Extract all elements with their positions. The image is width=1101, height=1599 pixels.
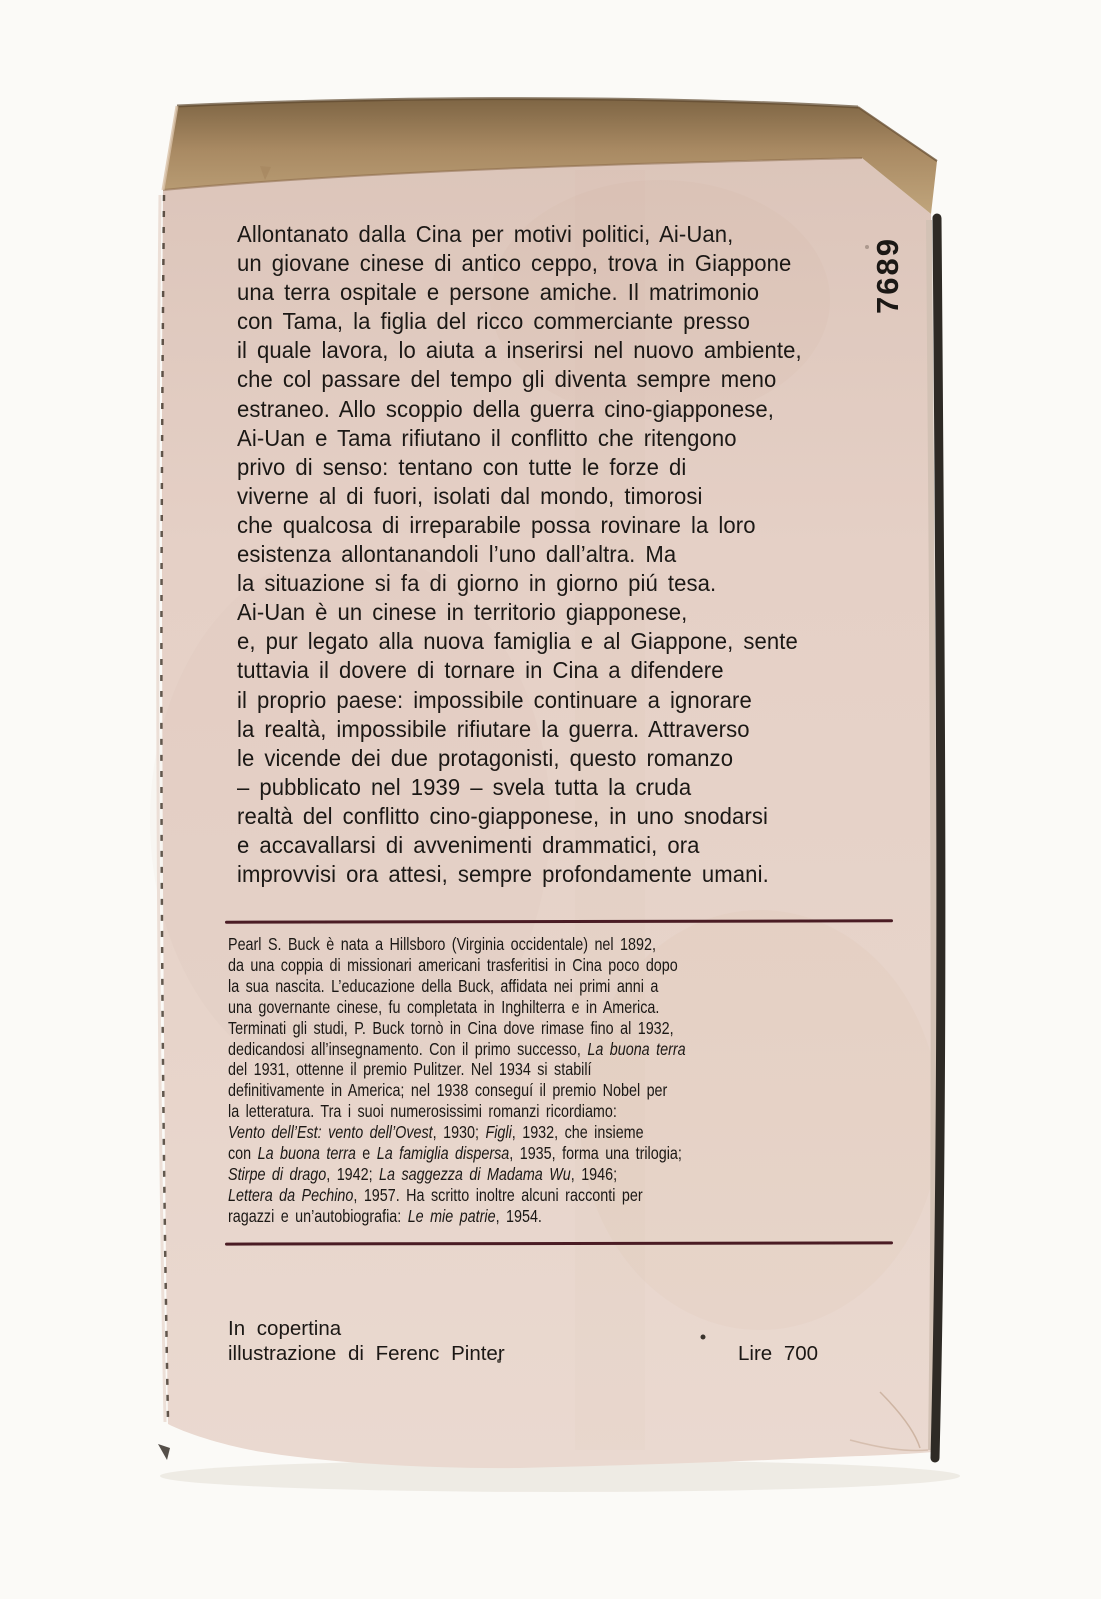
synopsis-line: Allontanato dalla Cina per motivi politici, Ai-Uan, (237, 221, 734, 247)
bio-line (228, 997, 686, 1018)
cover-credit-line1: In copertina (228, 1317, 342, 1340)
bio-text-segment: , 1946; (570, 1163, 618, 1184)
synopsis-line: e accavallarsi di avvenimenti drammatici, ora (237, 831, 700, 858)
book-title-italic: La saggezza di Madama Wu (379, 1163, 571, 1184)
book-title-italic: La buona terra (257, 1143, 356, 1164)
cover-credit (228, 1316, 505, 1366)
bio-text-segment: , 1942; (326, 1163, 380, 1184)
synopsis-line: realtà del conflitto cino-giapponese, in uno snodarsi (237, 802, 769, 829)
book-title-italic: La famiglia dispersa (376, 1143, 510, 1164)
bio-text-segment: Pearl S. Buck è nata a Hillsboro (Virginia occidentale) nel 1892, (228, 934, 656, 954)
cover-credit-line2: illustrazione di Ferenc Pinter (228, 1342, 505, 1365)
bio-text-segment: ragazzi e un’autobiografia: (228, 1205, 408, 1226)
book-title-italic: Vento dell’Est: vento dell’Ovest (228, 1122, 433, 1143)
book-title-italic: Le mie patrie (407, 1205, 496, 1226)
synopsis-line: e, pur legato alla nuova famiglia e al Giappone, sente (237, 628, 798, 655)
bio-text-segment: una governante cinese, fu completata in Inghilterra e in America. (228, 996, 660, 1017)
book-title-italic: Lettera da Pechino (228, 1184, 354, 1205)
bio-line (228, 1206, 686, 1227)
synopsis-text (237, 220, 802, 889)
synopsis-line: viverne al di fuori, isolati dal mondo, timorosi (237, 482, 703, 509)
book-title-italic: La buona terra (587, 1038, 686, 1059)
bio-line (228, 1018, 686, 1039)
bio-line (228, 1059, 686, 1080)
bio-text-segment: definitivamente in America; nel 1938 conseguí il premio Nobel per (228, 1080, 668, 1101)
synopsis-line: estraneo. Allo scoppio della guerra cino-giapponese, (237, 395, 775, 422)
synopsis-line: – pubblicato nel 1939 – svela tutta la cruda (237, 773, 692, 800)
author-bio-text (228, 934, 686, 1227)
synopsis-line: una terra ospitale e persone amiche. Il matrimonio (237, 279, 760, 306)
bio-text-segment: , 1930; (432, 1122, 486, 1143)
bio-line (228, 1185, 686, 1206)
synopsis-line: la situazione si fa di giorno in giorno piú tesa. (237, 570, 717, 597)
bio-line (228, 1039, 686, 1060)
bio-line (228, 1143, 686, 1164)
bio-text-segment: , 1957. Ha scritto inoltre alcuni racconti per (353, 1184, 643, 1205)
book-title-italic: Figli (485, 1122, 512, 1143)
bio-text-segment: Terminati gli studi, P. Buck tornò in Cina dove rimase fino al 1932, (228, 1017, 674, 1038)
synopsis-line: Ai-Uan è un cinese in territorio giapponese, (237, 599, 688, 626)
bio-text-segment: la letteratura. Tra i suoi numerosissimi romanzi ricordiamo: (228, 1101, 617, 1122)
synopsis-line: che qualcosa di irreparabile possa rovinare la loro (237, 511, 756, 538)
bio-line (228, 1122, 686, 1143)
bio-text-segment: , 1935, forma una trilogia; (509, 1143, 682, 1164)
synopsis-line: esistenza allontanandoli l’uno dall’altra. Ma (237, 541, 677, 568)
bio-text-segment: dedicandosi all’insegnamento. Con il primo successo, (228, 1038, 588, 1059)
bio-line (228, 1101, 686, 1122)
speck (701, 1335, 706, 1340)
synopsis-line: Ai-Uan e Tama rifiutano il conflitto che ritengono (237, 424, 737, 451)
synopsis-line: il proprio paese: impossibile continuare a ignorare (237, 686, 752, 713)
bio-text-segment: la sua nascita. L’educazione della Buck, affidata nei primi anni a (228, 975, 659, 996)
bio-line (228, 955, 686, 976)
bottom-left-notch (158, 1444, 170, 1460)
bio-text-segment: e (355, 1143, 377, 1164)
bio-text-segment: del 1931, ottenne il premio Pulitzer. Nel 1934 si stabilí (228, 1059, 592, 1080)
synopsis-line: privo di senso: tentano con tutte le forze di (237, 453, 687, 480)
bio-text-segment: , 1954. (495, 1205, 542, 1226)
synopsis-line: improvvisi ora attesi, sempre profondamente umani. (237, 861, 769, 888)
synopsis-line: un giovane cinese di antico ceppo, trova in Giappone (237, 250, 792, 277)
synopsis-line: che col passare del tempo gli diventa sempre meno (237, 366, 777, 393)
bio-text-segment: con (228, 1143, 258, 1164)
price-label: Lire 700 (738, 1342, 819, 1365)
bio-line (228, 934, 686, 955)
speck (865, 245, 869, 249)
synopsis-line: le vicende dei due protagonisti, questo romanzo (237, 744, 734, 771)
bio-line (228, 976, 686, 997)
bio-text-segment: , 1932, che insieme (511, 1122, 644, 1143)
book-title-italic: Stirpe di drago (228, 1163, 327, 1184)
collection-number: 7689 (870, 237, 905, 314)
synopsis-line: la realtà, impossibile rifiutare la guerra. Attraverso (237, 715, 750, 742)
synopsis-line: con Tama, la figlia del ricco commerciante presso (237, 308, 751, 335)
synopsis-line: tuttavia il dovere di tornare in Cina a difendere (237, 657, 724, 684)
bio-line (228, 1164, 686, 1185)
bio-line (228, 1080, 686, 1101)
synopsis-line: il quale lavora, lo aiuta a inserirsi nel nuovo ambiente, (237, 337, 802, 364)
bio-text-segment: da una coppia di missionari americani trasferitisi in Cina poco dopo (228, 954, 678, 975)
